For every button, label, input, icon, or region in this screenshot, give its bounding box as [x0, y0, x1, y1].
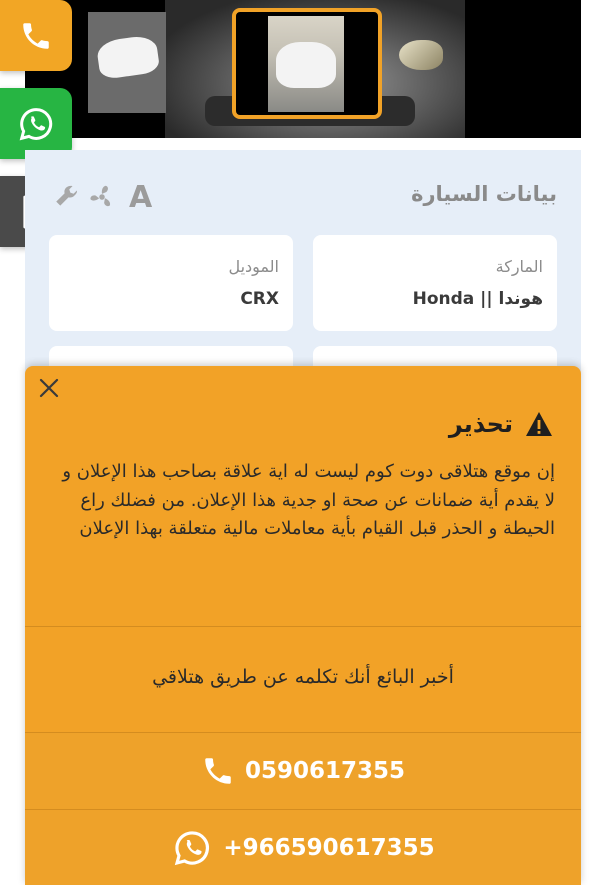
phone-number: 0590617355 [244, 758, 406, 784]
phone-icon [19, 19, 53, 53]
brand-label: الماركة [495, 257, 543, 276]
whatsapp-number: +966590617355 [223, 835, 435, 861]
whatsapp-icon [171, 827, 213, 869]
whatsapp-icon [16, 104, 56, 144]
car-shape [276, 42, 336, 88]
warning-dialog [25, 366, 581, 885]
fan-icon [87, 182, 117, 212]
tell-seller-note: أخبر البائع أنك تكلمه عن طريق هتلاقي [152, 666, 454, 688]
phone-icon [201, 754, 235, 788]
car-thumbnail-image [268, 16, 344, 112]
car-thumbnail-image [96, 34, 161, 80]
model-card [49, 235, 293, 331]
whatsapp-seller-button[interactable] [25, 810, 581, 885]
car-headlight [399, 40, 443, 70]
brand-value: هوندا || Honda [412, 289, 543, 309]
tool-icon [53, 182, 79, 212]
call-seller-button[interactable] [25, 733, 581, 809]
warning-title: تحذير [448, 410, 513, 438]
whatsapp-float-button[interactable] [0, 88, 72, 159]
section-header [25, 180, 581, 216]
transmission-letter-icon: A [129, 180, 153, 215]
photo-gallery[interactable] [25, 0, 581, 138]
warning-header [449, 410, 553, 438]
gallery-thumbnail[interactable] [88, 12, 166, 113]
brand-card [313, 235, 557, 331]
car-details-section [25, 150, 581, 390]
close-icon [38, 377, 60, 399]
gallery-thumbnail-active[interactable] [232, 8, 382, 119]
section-title: بيانات السيارة [411, 182, 557, 206]
warning-triangle-icon [525, 411, 553, 437]
divider [25, 626, 581, 627]
model-value: CRX [240, 289, 279, 309]
warning-message: إن موقع هتلاقى دوت كوم ليست له اية علاقة بصاحب هذا الإعلان و لا يقدم أية ضمانات عن صحة او جدية هذا الإعلان. من فضلك راع الحيطة و الحذر قبل القيام بأية معاملات مالية متعلقة بهذا الإعلان [62, 461, 555, 539]
model-label: الموديل [228, 257, 279, 276]
close-button[interactable] [35, 374, 63, 402]
call-float-button[interactable] [0, 0, 72, 71]
